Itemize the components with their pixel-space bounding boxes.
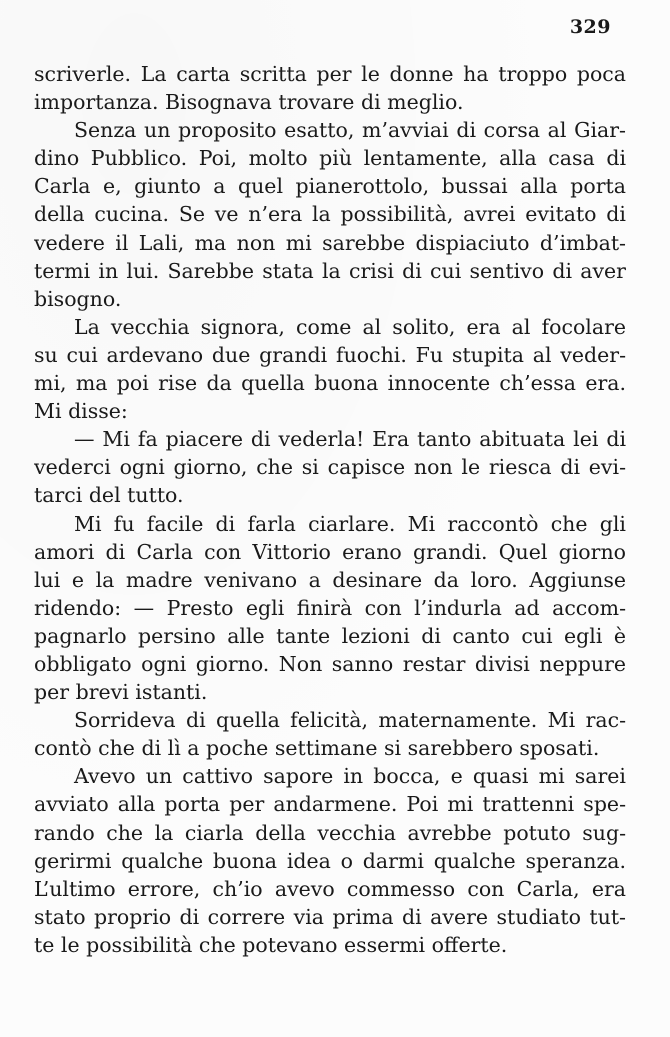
body-text xyxy=(34,60,626,959)
text-line: lui e la madre venivano a desinare da loro. Aggiunse xyxy=(34,567,626,592)
text-line: bisogno. xyxy=(34,286,122,311)
text-line: Sorrideva di quella felicità, maternamente. Mi rac- xyxy=(74,708,626,733)
text-line: su cui ardevano due grandi fuochi. Fu stupita al veder- xyxy=(34,342,626,367)
text-line: vedere il Lali, ma non mi sarebbe dispiaciuto d’imbat- xyxy=(34,230,626,255)
text-line: — Mi fa piacere di vederla! Era tanto abituata lei di xyxy=(74,427,626,452)
text-line: ridendo: — Presto egli finirà con l’indurla ad accom- xyxy=(34,595,626,620)
text-line: Senza un proposito esatto, m’avviai di corsa al Giar- xyxy=(74,118,626,143)
text-line: stato proprio di correre via prima di avere studiato tut- xyxy=(34,904,626,929)
text-line: mi, ma poi rise da quella buona innocente ch’essa era. xyxy=(34,371,626,396)
text-line: gerirmi qualche buona idea o darmi qualche speranza. xyxy=(34,848,626,873)
text-line: della cucina. Se ve n’era la possibilità, avrei evitato di xyxy=(34,202,626,227)
text-line: per brevi istanti. xyxy=(34,680,208,705)
text-line: obbligato ogni giorno. Non sanno restar divisi neppure xyxy=(34,651,626,676)
text-line: importanza. Bisognava trovare di meglio. xyxy=(34,90,464,115)
text-line: Mi fu facile di farla ciarlare. Mi raccontò che gli xyxy=(74,511,626,536)
text-line: amori di Carla con Vittorio erano grandi. Quel giorno xyxy=(34,539,626,564)
text-line: te le possibilità che potevano essermi offerte. xyxy=(34,932,508,957)
text-line: Avevo un cattivo sapore in bocca, e quasi mi sarei xyxy=(74,764,626,789)
text-line: scriverle. La carta scritta per le donne ha troppo poca xyxy=(34,62,626,86)
text-line: Carla e, giunto a quel pianerottolo, bussai alla porta xyxy=(34,174,626,199)
text-line: Mi disse: xyxy=(34,399,128,424)
text-line: tarci del tutto. xyxy=(34,483,184,508)
text-line: La vecchia signora, come al solito, era al focolare xyxy=(74,314,626,339)
text-line: rando che la ciarla della vecchia avrebbe potuto sug- xyxy=(34,820,626,845)
text-line: vederci ogni giorno, che si capisce non le riesca di evi- xyxy=(34,455,626,480)
text-line: dino Pubblico. Poi, molto più lentamente, alla casa di xyxy=(34,146,626,171)
text-line: L’ultimo errore, ch’io avevo commesso con Carla, era xyxy=(34,876,626,901)
text-line: avviato alla porta per andarmene. Poi mi trattenni spe- xyxy=(34,792,626,817)
text-line: contò che di lì a poche settimane si sarebbero sposati. xyxy=(34,736,600,761)
page-number: 329 xyxy=(569,16,611,38)
text-line: termi in lui. Sarebbe stata la crisi di cui sentivo di aver xyxy=(34,258,626,283)
text-line: pagnarlo persino alle tante lezioni di canto cui egli è xyxy=(34,623,626,648)
